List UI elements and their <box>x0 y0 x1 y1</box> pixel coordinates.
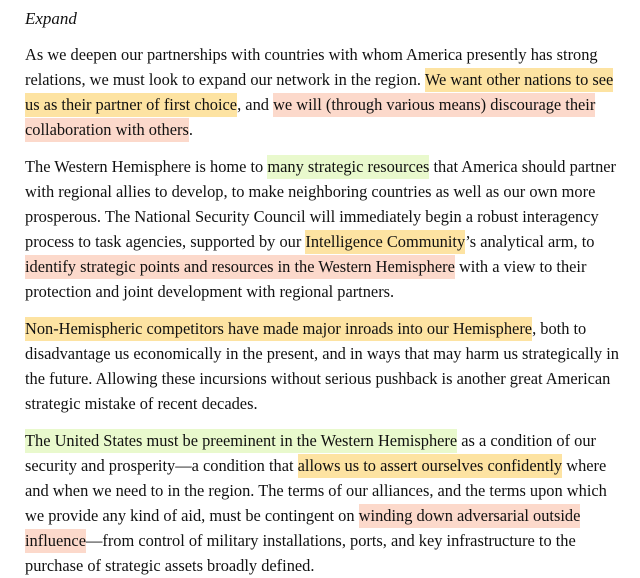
highlight-pink: we will (through various means) discourage their collaboration with others <box>25 93 595 142</box>
text-segment: As we deepen our partnerships with countries with whom America presently has strong relations, we must look to expand our network in the region. <box>25 45 598 89</box>
text-segment: . <box>188 120 193 139</box>
text-segment: that America should partner with regional allies to develop, to make neighboring countries as well as our own more prosperous. The National Security Council will immediately begin a robust interagency process to task agencies, supported by our <box>25 157 617 251</box>
highlight-green: The United States must be preeminent in the Western Hemisphere <box>25 429 457 453</box>
text-segment: , both to disadvantage us economically in the present, and in ways that may harm us strategically in the future. Allowing these incursions without serious pushback is another great American strategic mistake of recent decades. <box>25 319 619 413</box>
text-segment: with a view to their protection and joint development with regional partners. <box>25 257 587 301</box>
highlight-orange: allows us to assert ourselves confidently <box>298 454 562 478</box>
highlight-orange: Intelligence Community <box>305 230 465 254</box>
text-segment: ’s analytical arm, to <box>465 232 595 251</box>
highlight-orange: We want other nations to see us as their partner of first choice <box>25 68 613 117</box>
paragraph-1 <box>25 42 626 142</box>
paragraph-2 <box>25 154 626 304</box>
text-segment: where and when we need to in the region. The terms of our alliances, and the terms upon which we provide any kind of aid, must be contingent on <box>25 456 607 525</box>
paragraph-3 <box>25 316 626 416</box>
section-title: Expand <box>25 9 77 28</box>
highlight-orange: Non-Hemispheric competitors have made major inroads into our Hemisphere <box>25 317 532 341</box>
highlight-pink: winding down adversarial outside influence <box>25 504 580 553</box>
highlight-green: many strategic resources <box>267 155 429 179</box>
text-segment: —from control of military installations, ports, and key infrastructure to the purchase of strategic assets broadly defined. <box>25 531 576 575</box>
text-segment: as a condition of our security and prosperity—a condition that <box>25 431 597 475</box>
text-segment: The Western Hemisphere is home to <box>25 157 268 176</box>
paragraph-4 <box>25 428 626 578</box>
highlight-pink: identify strategic points and resources in the Western Hemisphere <box>25 255 455 279</box>
text-segment: , and <box>237 95 274 114</box>
